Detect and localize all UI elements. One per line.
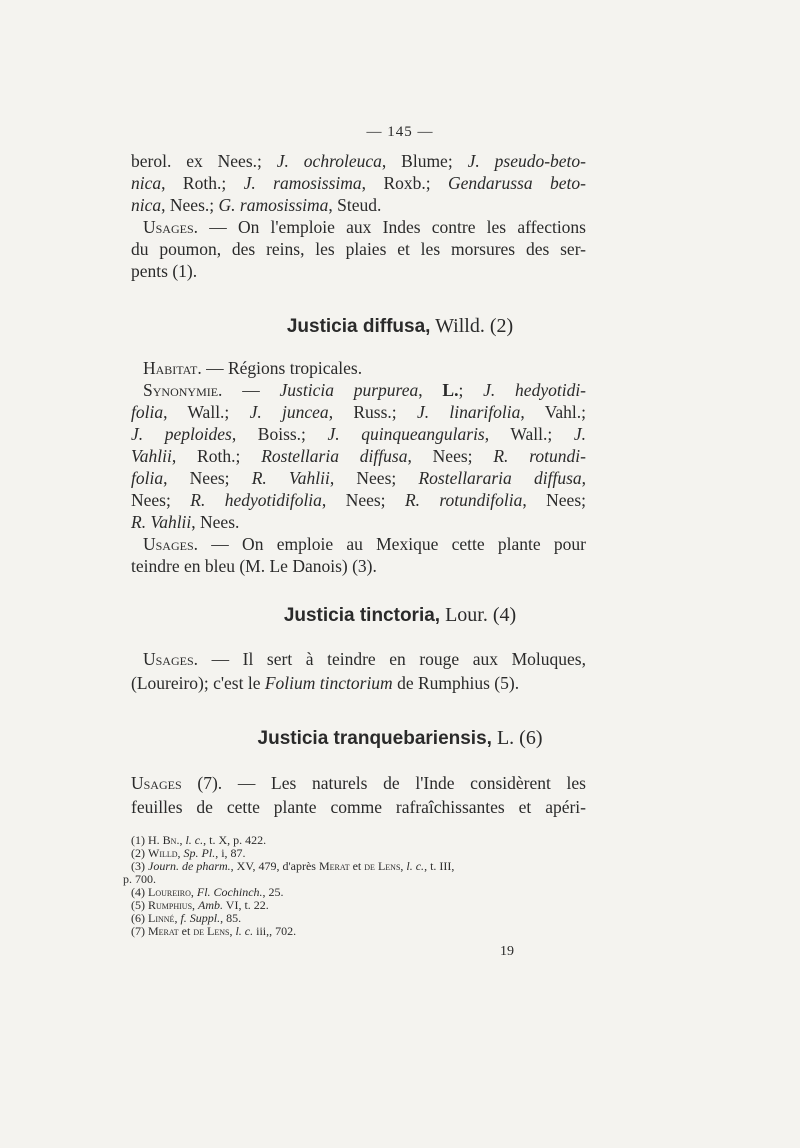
section-heading: Justicia diffusa, Willd. (2) (286, 315, 514, 337)
text-line: Usages. — On emploie au Mexique cette plante pour (143, 534, 586, 554)
text-line: teindre en bleu (M. Le Danois) (3). (131, 556, 377, 576)
text-line: Habitat. — Régions tropicales. (143, 358, 363, 378)
section-heading: Justicia tranquebariensis, L. (6) (257, 727, 543, 749)
usages-label: Usages. (143, 217, 199, 237)
footnote: p. 700. (123, 872, 156, 886)
page-number: — 145 — (0, 124, 800, 141)
usages-label: Usages. (143, 649, 199, 669)
synonymie-label: Synonymie. (143, 380, 223, 400)
text-line: feuilles de cette plante comme rafraîchissantes et apéri- (131, 797, 586, 817)
footnote: (6) Linné, f. Suppl., 85. (131, 911, 242, 925)
footnote: (4) Loureiro, Fl. Cochinch., 25. (131, 885, 284, 899)
text-line: folia, Nees; R. Vahlii, Nees; Rostellararia diffusa, (131, 468, 587, 488)
usages-label: Usages. (143, 534, 199, 554)
text-line: Vahlii, Roth.; Rostellaria diffusa, Nees; R. rotundi- (131, 446, 586, 466)
text-line: folia, Wall.; J. juncea, Russ.; J. linarifolia, Vahl.; (131, 402, 587, 422)
section-heading: Justicia tinctoria, Lour. (4) (283, 604, 517, 626)
text-line: Usages (7). — Les naturels de l'Inde considèrent les (131, 773, 586, 793)
text-line: Synonymie. — Justicia purpurea, L.; J. hedyotidi- (143, 380, 587, 400)
text-line: R. Vahlii, Nees. (131, 512, 240, 532)
text-line: (Loureiro); c'est le Folium tinctorium de Rumphius (5). (131, 673, 520, 693)
footnote: (7) Merat et de Lens, l. c. iii,, 702. (131, 924, 297, 938)
text-line: Nees; R. hedyotidifolia, Nees; R. rotundifolia, Nees; (131, 490, 586, 510)
text-line: berol. ex Nees.; J. ochroleuca, Blume; J. pseudo-beto- (131, 151, 586, 171)
text-line: nica, Nees.; G. ramosissima, Steud. (131, 195, 382, 215)
habitat-label: Habitat. (143, 358, 202, 378)
text-line: pents (1). (131, 261, 198, 281)
folio-signature: 19 (500, 944, 514, 959)
text-line: J. peploides, Boiss.; J. quinqueangularis, Wall.; J. (131, 424, 586, 444)
text-line: Usages. — On l'emploie aux Indes contre les affections (143, 217, 586, 237)
usages-label: Usages (131, 773, 182, 793)
footnote: (5) Rumphius, Amb. VI, t. 22. (131, 898, 269, 912)
footnote: (1) H. Bn., l. c., t. X, p. 422. (131, 833, 267, 847)
text-line: nica, Roth.; J. ramosissima, Roxb.; Gendarussa beto- (131, 173, 586, 193)
footnote: (2) Willd, Sp. Pl., i, 87. (131, 846, 246, 860)
text-line: Usages. — Il sert à teindre en rouge aux Moluques, (143, 649, 586, 669)
footnote: (3) Journ. de pharm., XV, 479, d'après Merat et de Lens, l. c., t. III, (131, 859, 455, 873)
text-line: du poumon, des reins, les plaies et les morsures des ser- (131, 239, 586, 259)
